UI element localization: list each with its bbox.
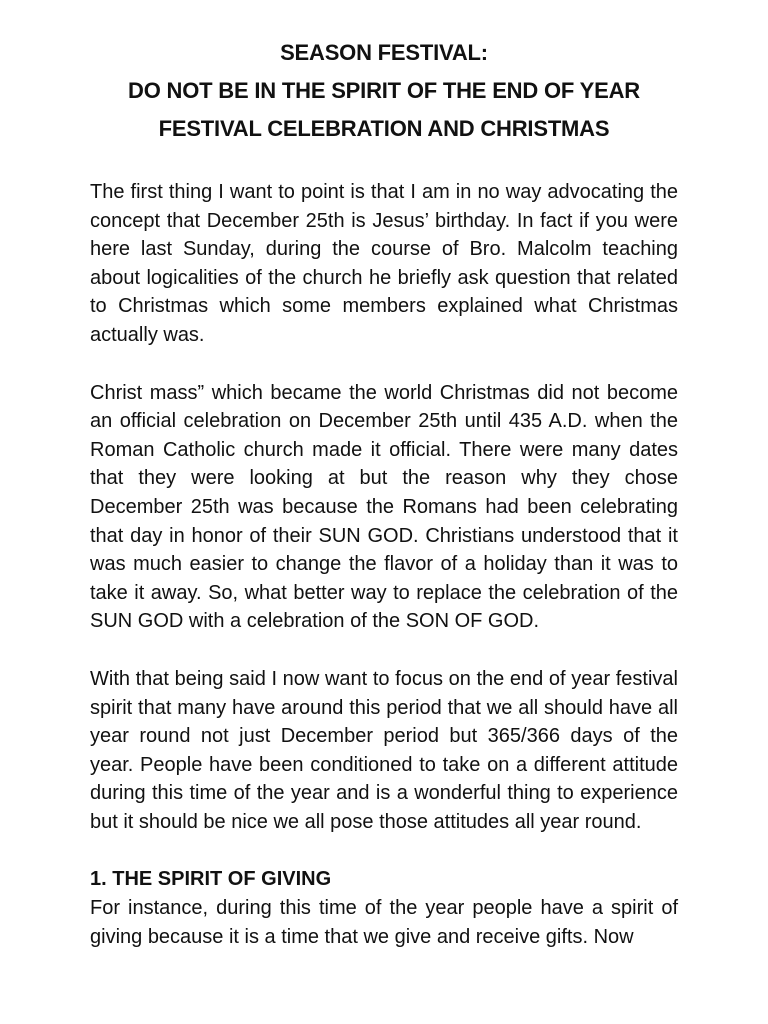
paragraph-festival-spirit: With that being said I now want to focus on the end of year festival spirit that many have around this period that we all should have all year round not just December period but 365/366 days of the year. People have been conditioned to take on a different attitude during this time of the year and is a wonderful thing to experience but it should be nice we all pose those attitudes all year round.: [90, 667, 678, 833]
title-line: SEASON FESTIVAL:: [280, 40, 488, 65]
section-heading-giving: 1. THE SPIRIT OF GIVING: [90, 868, 332, 891]
paragraph-christ-mass: Christ mass” which became the world Christmas did not become an official celebration on December 25th until 435 A.D. when the Roman Catholic church made it official. There were many dates that they were looking at but the reason why they chose December 25th was because the Romans had been celebrating that day in honor of their SUN GOD. Christians understood that it was much easier to change the flavor of a holiday than it was to take it away. So, what better way to replace the celebration of the SUN GOD with a celebration of the SON OF GOD.: [90, 381, 678, 633]
paragraph-intro: The first thing I want to point is that I am in no way advocating the concept that December 25th is Jesus’ birthday. In fact if you were here last Sunday, during the course of Bro. Malcolm teaching about logicalities of the church he briefly ask question that related to Christmas which some members explained what Christmas actually was.: [90, 181, 678, 346]
paragraph-giving: For instance, during this time of the year people have a spirit of giving because it is a time that we give and receive gifts. Now: [90, 897, 678, 948]
title-line: FESTIVAL CELEBRATION AND CHRISTMAS: [158, 116, 610, 141]
document-title: [90, 34, 678, 148]
title-line: DO NOT BE IN THE SPIRIT OF THE END OF YEAR: [128, 78, 640, 103]
